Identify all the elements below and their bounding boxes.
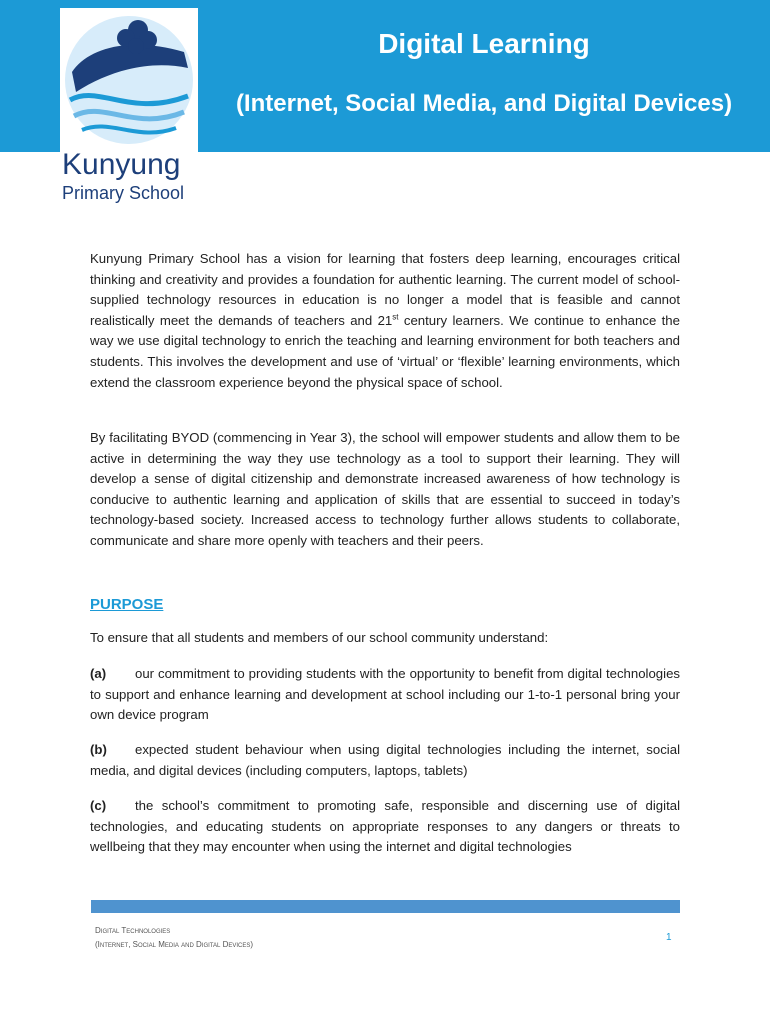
purpose-item-b <box>90 740 680 781</box>
item-text: the school’s commitment to promoting safe, responsible and discerning use of digital technologies, and educating students on appropriate responses to any dangers or threats to wellbeing that they may encounter when using the internet and digital technologies <box>90 798 680 855</box>
item-label: (a) <box>90 666 107 681</box>
logo-emblem-icon <box>60 8 198 152</box>
byod-paragraph: By facilitating BYOD (commencing in Year 3), the school will empower students and allow them to be active in determining the way they use technology as a tool to support their learning. They will develop a sense of digital citizenship and demonstrate increased awareness of how technology is conducive to authentic learning and application of skills that are essential to succeed in today’s technology-based society. Increased access to technology further allows students to collaborate, communicate and share more openly with teachers and their peers. <box>90 430 680 548</box>
purpose-item-c <box>90 796 680 858</box>
school-name: Kunyung <box>62 148 181 181</box>
intro-text-a: Kunyung Primary School has a vision for learning that fosters deep learning, encourages critical thinking and creativity and provides a foundation for authentic learning. The current model of school-supplied technology resources in education is no longer a model that is feasible and cannot realistically meet the demands of teachers and 21 <box>90 251 680 328</box>
intro-superscript: st <box>392 312 399 322</box>
item-label: (b) <box>90 742 107 757</box>
page-title: Digital Learning <box>378 28 590 59</box>
footer-bar <box>91 900 680 913</box>
purpose-item-a <box>90 664 680 726</box>
purpose-intro: To ensure that all students and members of our school community understand: <box>90 630 549 645</box>
intro-paragraph <box>90 249 680 393</box>
page-subtitle: (Internet, Social Media, and Digital Devices) <box>235 90 733 117</box>
item-text: our commitment to providing students with the opportunity to benefit from digital technologies to support and enhance learning and development at school including our 1-to-1 personal bring your own device program <box>90 666 680 723</box>
footer-line-2: (Internet, Social Media and Digital Devices) <box>95 940 254 949</box>
page-number: 1 <box>666 932 672 943</box>
intro-text-b: century learners. We continue to enhance the way we use digital technology to enrich the teaching and learning environment for both teachers and students. This involves the development and use of ‘virtual’ or ‘flexible’ learning environments, which extend the classroom experience beyond the physical space of school. <box>90 312 680 390</box>
item-text: expected student behaviour when using digital technologies including the internet, social media, and digital devices (including computers, laptops, tablets) <box>90 742 680 778</box>
purpose-heading: PURPOSE <box>90 596 164 613</box>
item-label: (c) <box>90 798 107 813</box>
footer-line-1: Digital Technologies <box>95 926 171 935</box>
school-subtitle: Primary School <box>62 183 185 203</box>
school-logo <box>60 8 198 152</box>
